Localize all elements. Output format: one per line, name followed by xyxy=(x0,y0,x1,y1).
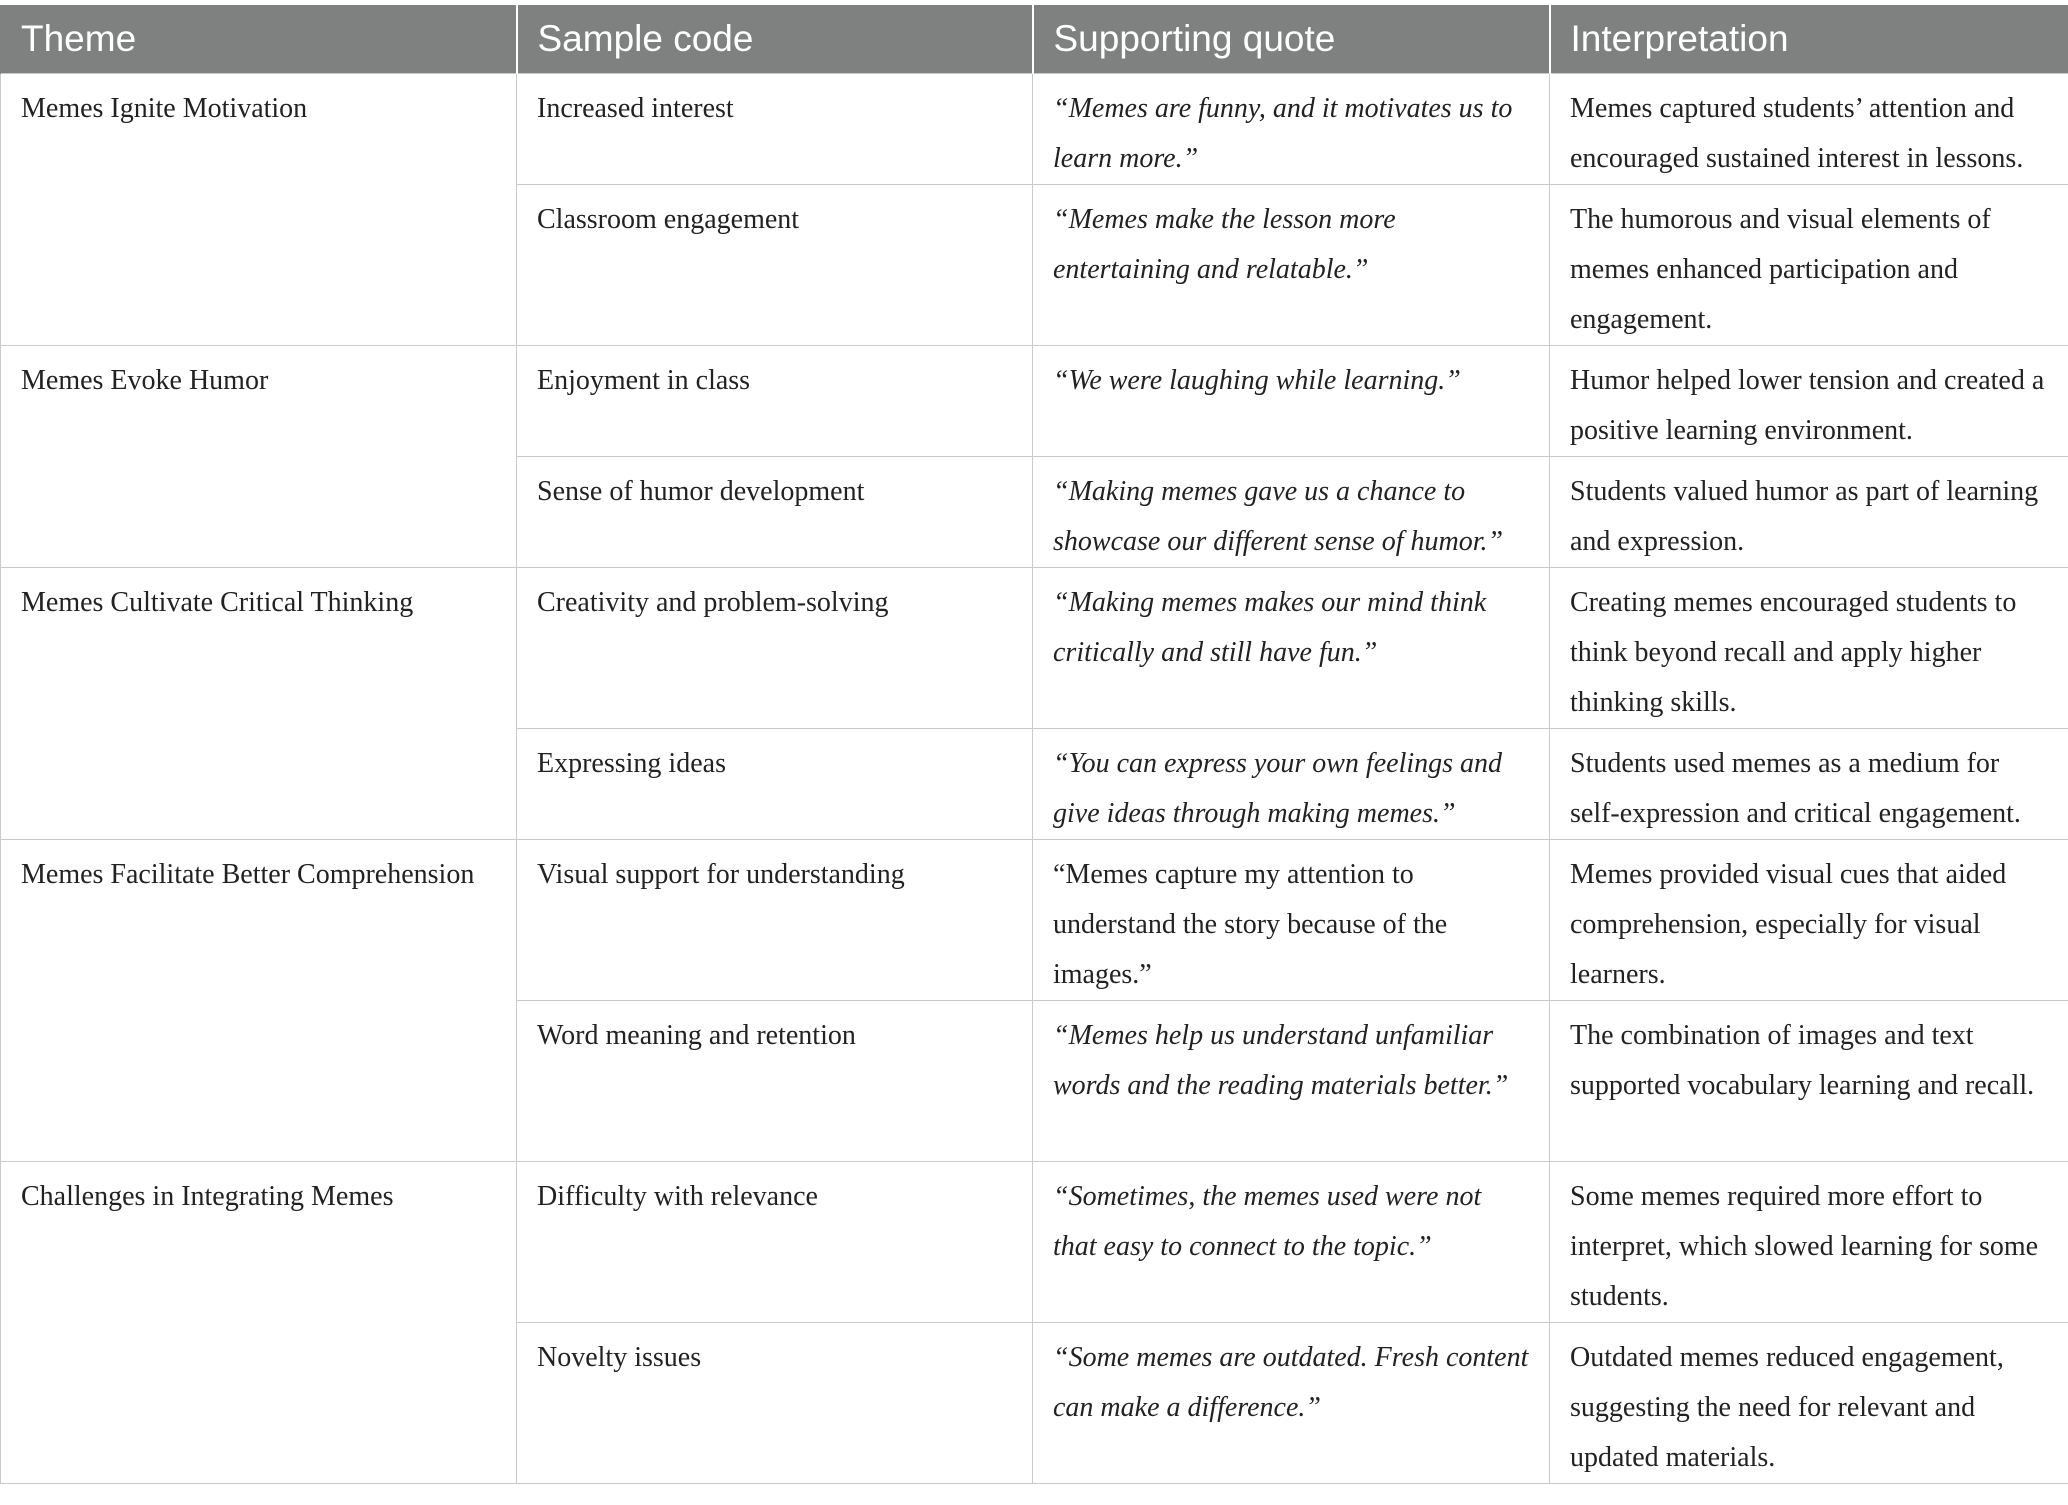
quote-cell: “Some memes are outdated. Fresh content can make a difference.” xyxy=(1033,1322,1550,1483)
interpretation-cell: The combination of images and text supported vocabulary learning and recall. xyxy=(1550,1000,2068,1161)
sample-code-cell: Increased interest xyxy=(517,73,1033,184)
header-row xyxy=(1,5,2068,73)
sample-code-cell: Novelty issues xyxy=(517,1322,1033,1483)
table-row xyxy=(1,73,2068,184)
table-row xyxy=(1,345,2068,456)
quote-cell: “Memes help us understand unfamiliar words and the reading materials better.” xyxy=(1033,1000,1550,1161)
interpretation-cell: Creating memes encouraged students to think beyond recall and apply higher thinking skills. xyxy=(1550,567,2068,728)
quote-cell: “Memes make the lesson more entertaining and relatable.” xyxy=(1033,184,1550,345)
table-row xyxy=(1,1161,2068,1322)
interpretation-cell: Some memes required more effort to interpret, which slowed learning for some students. xyxy=(1550,1161,2068,1322)
header-supporting-quote: Supporting quote xyxy=(1033,5,1550,73)
quote-cell: “You can express your own feelings and give ideas through making memes.” xyxy=(1033,728,1550,839)
quote-cell: “Making memes makes our mind think critically and still have fun.” xyxy=(1033,567,1550,728)
interpretation-cell: Students valued humor as part of learning and expression. xyxy=(1550,456,2068,567)
interpretation-cell: Memes captured students’ attention and encouraged sustained interest in lessons. xyxy=(1550,73,2068,184)
theme-cell: Memes Evoke Humor xyxy=(1,345,517,567)
header-theme: Theme xyxy=(1,5,517,73)
sample-code-cell: Enjoyment in class xyxy=(517,345,1033,456)
header-interpretation: Interpretation xyxy=(1550,5,2068,73)
interpretation-cell: Outdated memes reduced engagement, suggesting the need for relevant and updated materials. xyxy=(1550,1322,2068,1483)
interpretation-cell: Students used memes as a medium for self-expression and critical engagement. xyxy=(1550,728,2068,839)
header-sample-code: Sample code xyxy=(517,5,1033,73)
sample-code-cell: Creativity and problem-solving xyxy=(517,567,1033,728)
table-row xyxy=(1,567,2068,728)
quote-cell: “Sometimes, the memes used were not that easy to connect to the topic.” xyxy=(1033,1161,1550,1322)
interpretation-cell: Humor helped lower tension and created a positive learning environment. xyxy=(1550,345,2068,456)
theme-cell: Memes Facilitate Better Comprehension xyxy=(1,839,517,1161)
interpretation-cell: Memes provided visual cues that aided comprehension, especially for visual learners. xyxy=(1550,839,2068,1000)
table-row xyxy=(1,839,2068,1000)
theme-cell: Challenges in Integrating Memes xyxy=(1,1161,517,1483)
quote-cell: “We were laughing while learning.” xyxy=(1033,345,1550,456)
sample-code-cell: Word meaning and retention xyxy=(517,1000,1033,1161)
theme-cell: Memes Ignite Motivation xyxy=(1,73,517,345)
interpretation-cell: The humorous and visual elements of memes enhanced participation and engagement. xyxy=(1550,184,2068,345)
themes-table xyxy=(0,5,2068,1484)
sample-code-cell: Difficulty with relevance xyxy=(517,1161,1033,1322)
quote-cell: “Memes are funny, and it motivates us to learn more.” xyxy=(1033,73,1550,184)
sample-code-cell: Classroom engagement xyxy=(517,184,1033,345)
quote-cell: “Making memes gave us a chance to showcase our different sense of humor.” xyxy=(1033,456,1550,567)
theme-cell: Memes Cultivate Critical Thinking xyxy=(1,567,517,839)
quote-cell: “Memes capture my attention to understand the story because of the images.” xyxy=(1033,839,1550,1000)
sample-code-cell: Expressing ideas xyxy=(517,728,1033,839)
sample-code-cell: Sense of humor development xyxy=(517,456,1033,567)
sample-code-cell: Visual support for understanding xyxy=(517,839,1033,1000)
